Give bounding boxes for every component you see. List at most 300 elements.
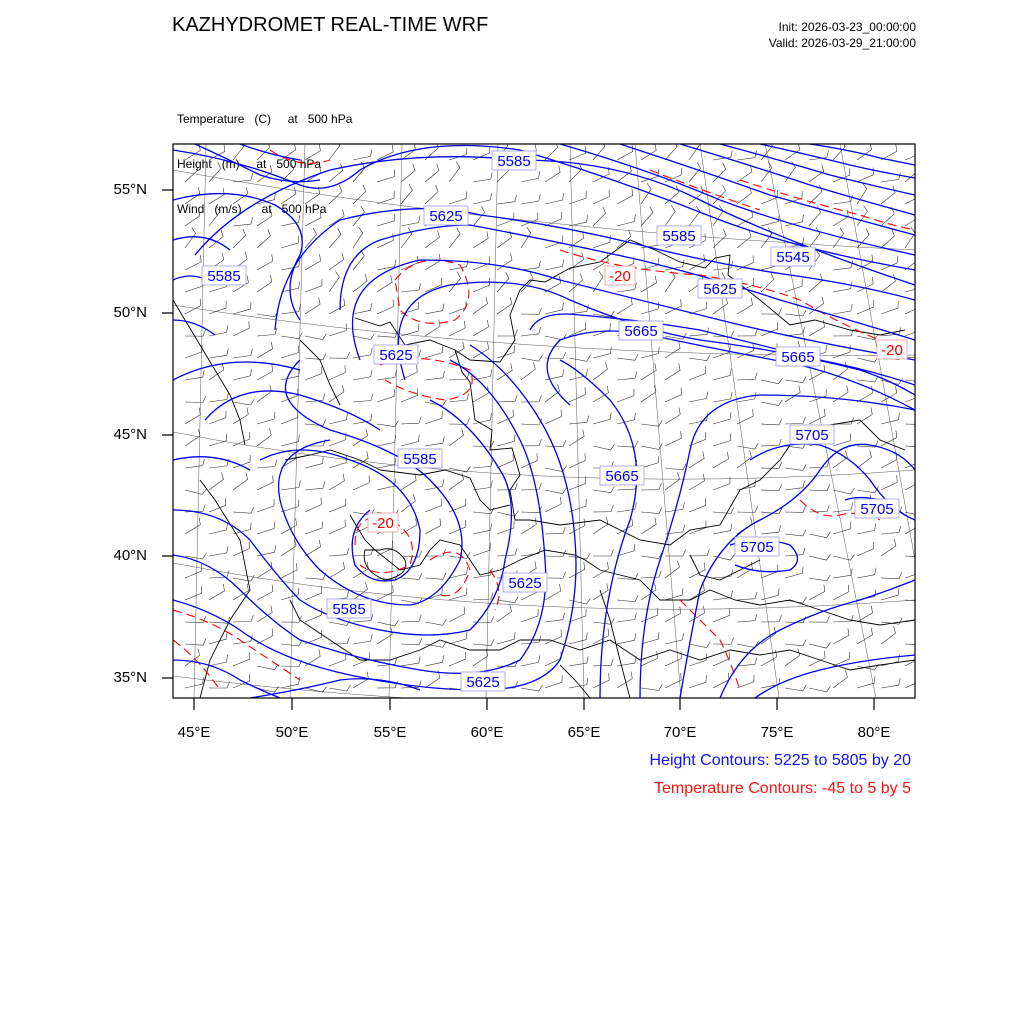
wind-barb (569, 598, 591, 604)
height-label-17: 5585 (332, 601, 366, 618)
wind-barb (905, 518, 921, 534)
wind-barb (257, 342, 273, 358)
wind-barb (257, 311, 278, 317)
wind-barb (617, 441, 638, 447)
wind-barb (857, 542, 874, 556)
wind-barb (449, 321, 465, 336)
wind-barb (449, 567, 468, 578)
wind-barb (521, 261, 541, 270)
wind-barb (521, 506, 542, 512)
wind-barb (833, 671, 847, 689)
wind-barb (329, 474, 344, 490)
height-label-9: 5665 (781, 349, 815, 366)
wind-barb (641, 276, 657, 292)
wind-barb (593, 323, 610, 336)
wind-barb (833, 569, 852, 579)
wind-barb (305, 144, 320, 160)
wind-barb (785, 530, 806, 536)
wind-barb (713, 452, 729, 468)
wind-barb (305, 279, 322, 292)
wind-barb (329, 324, 347, 336)
wind-barb (665, 168, 682, 182)
wind-barb (809, 532, 830, 538)
wind-barb (569, 355, 590, 361)
wind-barb (569, 416, 589, 425)
wind-barb (401, 302, 419, 314)
wind-barb (425, 655, 444, 666)
wind-barb (593, 550, 614, 557)
wind-barb (473, 342, 489, 358)
wind-barb (809, 575, 830, 581)
wind-barb (257, 585, 273, 600)
wind-barb (857, 451, 872, 468)
wind-barb (329, 366, 345, 381)
wind-barb (209, 523, 228, 534)
wind-barb (881, 526, 901, 534)
wind-barb (449, 272, 461, 292)
wind-barb (257, 275, 272, 292)
wind-barb (713, 608, 730, 622)
wind-barb (689, 355, 710, 361)
wind-barb (737, 658, 757, 666)
wind-barb (689, 549, 709, 556)
wind-barb (617, 354, 638, 360)
wind-barb (233, 473, 248, 490)
wind-barb (641, 507, 662, 513)
wind-barb (377, 170, 395, 182)
wind-barb (257, 385, 272, 402)
wind-barb (809, 484, 830, 490)
wind-barb (305, 334, 326, 340)
wind-barb (353, 227, 363, 248)
wind-barb (713, 434, 731, 446)
wind-barb (497, 346, 515, 359)
wind-barb (377, 300, 393, 314)
wind-barb (305, 187, 320, 204)
wind-barb (353, 274, 367, 292)
wind-barb (329, 253, 344, 270)
wind-barb (401, 639, 422, 645)
wind-barb (881, 207, 894, 226)
wind-barb (497, 596, 518, 602)
wind-barb (257, 475, 273, 490)
wind-barb (425, 185, 438, 204)
wind-barb (881, 230, 895, 249)
wind-barb (305, 586, 322, 600)
wind-barb (809, 364, 825, 380)
lon-label-60: 60°E (470, 724, 504, 741)
wind-barb (425, 436, 444, 446)
wind-barb (569, 519, 585, 534)
wind-barb (665, 388, 681, 402)
wind-barb (761, 419, 782, 425)
wind-barb (353, 394, 373, 402)
temperature-contours (173, 150, 915, 690)
wind-barb (617, 672, 632, 688)
wind-barb (185, 616, 206, 623)
wind-barb (617, 595, 638, 601)
wind-barb (833, 434, 851, 446)
wind-barb (377, 479, 396, 490)
wind-barb (737, 230, 751, 248)
wind-barb (857, 676, 875, 688)
wind-barb (353, 476, 369, 490)
wind-barb (785, 310, 806, 316)
wind-barb (713, 368, 731, 380)
wind-barb (305, 367, 322, 381)
wind-barb (833, 488, 855, 494)
wind-barb (569, 553, 590, 559)
wind-barb (233, 302, 251, 314)
wind-barb (665, 341, 680, 358)
lon-label-65: 65°E (567, 724, 601, 741)
wind-barb (329, 298, 345, 314)
wind-barb (641, 518, 656, 535)
wind-barb (449, 301, 466, 314)
wind-barb (257, 499, 274, 512)
wind-barb (425, 346, 443, 358)
wind-barb (785, 640, 806, 646)
wind-barb (545, 410, 561, 424)
lon-label-75: 75°E (760, 724, 794, 741)
wind-barb (641, 684, 662, 690)
wind-barb (329, 548, 349, 556)
wind-barb (497, 395, 517, 402)
wind-barb (545, 497, 561, 512)
wind-barb (473, 508, 494, 514)
wind-barb (209, 434, 227, 446)
height-label-3: 5585 (207, 268, 241, 285)
wind-barb (353, 451, 368, 468)
wind-barb (809, 642, 831, 648)
wind-barb (761, 400, 782, 406)
wind-barb (449, 588, 467, 600)
wind-barb (209, 632, 227, 644)
wind-barb (905, 511, 927, 517)
wind-barb (425, 164, 439, 182)
wind-barb (353, 520, 369, 535)
wind-barb (233, 615, 253, 622)
height-label-13: 5665 (605, 468, 639, 485)
wind-barb (665, 550, 686, 557)
wind-barb (449, 466, 471, 472)
wind-barb (329, 685, 350, 691)
wind-barb (353, 548, 373, 556)
height-label-15: 5705 (740, 539, 774, 556)
wind-barb (449, 520, 466, 534)
wind-barb (737, 373, 757, 381)
wind-barb (473, 172, 492, 182)
wind-barb (617, 518, 633, 534)
wind-barb (881, 144, 897, 160)
wind-barb (377, 191, 394, 204)
wind-barb (425, 671, 440, 688)
wind-barb (329, 619, 350, 625)
wind-barb (905, 323, 922, 336)
wind-barb (905, 475, 921, 491)
wind-barb (761, 308, 782, 315)
wind-barb (425, 371, 445, 380)
wind-barb (521, 419, 542, 425)
wind-barb (377, 436, 396, 447)
wind-barb (473, 206, 485, 226)
wind-barb (737, 329, 757, 336)
wind-barb (185, 279, 202, 292)
wind-barb (353, 672, 368, 688)
wind-barb (689, 675, 706, 688)
wind-barb (401, 417, 421, 424)
wind-barb (209, 393, 229, 402)
wind-barb (641, 385, 656, 402)
wind-barb (569, 476, 586, 490)
wind-barb (569, 633, 587, 644)
wind-barb (737, 480, 756, 490)
wind-barb (545, 165, 560, 182)
wind-barb (545, 613, 565, 622)
wind-barb (689, 498, 706, 512)
wind-barb (737, 186, 751, 204)
wind-barb (353, 185, 366, 204)
wind-barb (785, 417, 805, 424)
wind-barb (809, 505, 829, 512)
wind-barb (233, 229, 246, 248)
wind-barb (713, 507, 734, 513)
wind-barb (665, 588, 683, 600)
wind-barb (305, 482, 325, 491)
wind-barb (473, 460, 493, 468)
wind-barb (233, 173, 253, 182)
wind-barb (737, 151, 757, 160)
wind-barb (473, 523, 492, 534)
wind-barb (641, 443, 662, 449)
wind-barb (905, 164, 919, 182)
wind-barb (761, 525, 781, 534)
height-label-7: 5625 (379, 347, 413, 364)
wind-barb (545, 572, 566, 579)
lon-label-55: 55°E (373, 724, 407, 741)
wind-barb (545, 440, 566, 446)
wind-barb (329, 185, 342, 204)
lon-label-50: 50°E (275, 724, 309, 741)
wind-barb (377, 371, 396, 380)
wind-barb (545, 260, 564, 271)
wind-barb (545, 466, 566, 472)
wind-barb (665, 525, 685, 534)
wind-barb (401, 656, 420, 666)
wind-barb (881, 256, 898, 270)
wind-barb (593, 673, 609, 688)
field-wind: Wind (m/s) at 500 hPa (177, 202, 327, 216)
wind-barb (665, 673, 681, 688)
wind-barb (857, 356, 879, 362)
wind-barb (881, 627, 896, 645)
temperature-contour-info: Temperature Contours: -45 to 5 by 5 (653, 780, 911, 797)
wind-barb (425, 518, 441, 534)
wind-barb (545, 303, 563, 314)
wind-barb (449, 372, 469, 380)
wind-barb (497, 297, 512, 314)
wind-barb (425, 231, 440, 249)
wind-barb (473, 592, 493, 600)
wind-barb (377, 275, 392, 292)
wind-barb (305, 540, 321, 556)
wind-barb (761, 322, 778, 336)
wind-barb (209, 188, 224, 204)
wind-barb (209, 349, 228, 359)
wind-barb (689, 452, 704, 469)
wind-barb (545, 527, 565, 534)
wind-barb (857, 300, 874, 314)
wind-barb (665, 431, 681, 446)
height-contour-info: Height Contours: 5225 to 5805 by 20 (649, 752, 911, 769)
wind-barb (401, 216, 420, 226)
wind-barb (329, 562, 345, 578)
wind-barb (305, 211, 321, 226)
wind-barb (785, 385, 800, 402)
wind-barb (881, 539, 896, 556)
wind-barb (281, 163, 294, 182)
wind-barb (833, 503, 853, 512)
wind-barb (617, 613, 636, 622)
wind-barb (689, 474, 705, 490)
wind-barb (329, 209, 344, 226)
wind-barb (569, 656, 588, 666)
wind-barb (833, 629, 849, 644)
wind-barb (281, 305, 300, 314)
wind-barb (305, 297, 320, 314)
wind-barb (185, 209, 200, 226)
wind-barb (521, 685, 542, 691)
wind-barb (737, 443, 758, 449)
height-label-12: 5585 (403, 451, 437, 468)
wind-barb (329, 413, 347, 424)
wind-barb (689, 302, 707, 314)
wind-barb (473, 649, 488, 666)
wind-barb (401, 164, 415, 182)
wind-barb (257, 254, 273, 270)
wind-barb (305, 353, 326, 359)
wind-barb (449, 393, 469, 402)
wind-barb (593, 207, 606, 226)
wind-barb (905, 565, 922, 578)
wind-barb (305, 254, 321, 270)
wind-barb (233, 432, 250, 446)
wind-barb (881, 572, 902, 579)
wind-barb (785, 464, 806, 470)
wind-barb (857, 228, 869, 248)
wind-barb (665, 205, 675, 226)
height-label-6: 5545 (776, 249, 810, 266)
wind-barb (617, 188, 633, 204)
wind-barb (425, 499, 442, 512)
wind-barb (497, 410, 513, 424)
wind-barb (809, 554, 831, 560)
lon-label-80: 80°E (857, 724, 891, 741)
wind-barb (569, 369, 587, 380)
wind-barb (881, 678, 900, 688)
wind-barb (497, 511, 519, 517)
wind-barb (377, 389, 395, 402)
wind-barb (257, 428, 271, 446)
wind-barb (905, 674, 921, 688)
wind-barb (641, 364, 656, 380)
wind-barb (569, 429, 584, 446)
wind-barb (185, 370, 204, 380)
wind-barb (617, 215, 635, 226)
wind-barb (305, 521, 322, 534)
wind-barb (593, 517, 608, 534)
wind-barb (449, 192, 467, 205)
wind-barb (737, 165, 752, 182)
wind-barb (449, 418, 470, 425)
wind-barb (281, 435, 299, 446)
wind-barb (857, 376, 878, 382)
wind-barb (593, 659, 613, 666)
wind-barb (329, 164, 343, 182)
wind-barb (401, 388, 418, 402)
wind-barb (353, 414, 372, 424)
wind-barb (905, 651, 921, 666)
wind-barb (521, 213, 538, 227)
wind-barb (713, 412, 731, 424)
wind-barb (569, 388, 585, 403)
wind-barb (641, 608, 658, 622)
wind-barb (665, 560, 679, 578)
wind-barb (185, 429, 200, 446)
wind-barb (185, 228, 196, 248)
temp-label-1: -20 (609, 268, 631, 285)
wind-barb (209, 546, 228, 556)
wind-barb (353, 634, 372, 644)
height-label-2: 5625 (429, 208, 463, 225)
wind-barb (521, 483, 541, 490)
wind-barb (713, 673, 729, 688)
wind-barb (449, 607, 465, 622)
wind-barb (665, 473, 680, 491)
wind-barb (737, 675, 754, 688)
wind-barb (569, 146, 586, 160)
wind-barb (737, 506, 758, 513)
wind-barb (185, 299, 201, 314)
wind-barb (665, 633, 684, 644)
wind-barb (257, 229, 270, 248)
map-title: KAZHYDROMET REAL-TIME WRF (172, 14, 489, 36)
wind-barb (521, 194, 540, 204)
wind-barb (329, 653, 346, 666)
wind-barb (281, 500, 299, 512)
height-label-8: 5665 (624, 323, 658, 340)
wind-barb (449, 162, 460, 182)
temp-label-2: -20 (881, 342, 903, 359)
wind-barb (593, 444, 615, 450)
height-label-18: 5625 (466, 674, 500, 691)
wind-barb (689, 392, 708, 403)
wind-barb (905, 210, 920, 226)
wind-barb (809, 274, 823, 293)
height-label-14: 5705 (860, 501, 894, 518)
lat-label-45: 45°N (113, 426, 147, 443)
wind-barb (497, 632, 515, 644)
height-label-1: 5585 (497, 153, 531, 170)
wind-barb (713, 638, 734, 645)
field-height: Height (m) at 500 hPa (177, 157, 322, 171)
wind-barb (545, 675, 562, 688)
wind-barb (377, 620, 399, 626)
wind-barb (377, 214, 395, 226)
wind-barb (593, 505, 613, 512)
wind-barb (545, 385, 560, 403)
wind-barb (569, 678, 588, 688)
